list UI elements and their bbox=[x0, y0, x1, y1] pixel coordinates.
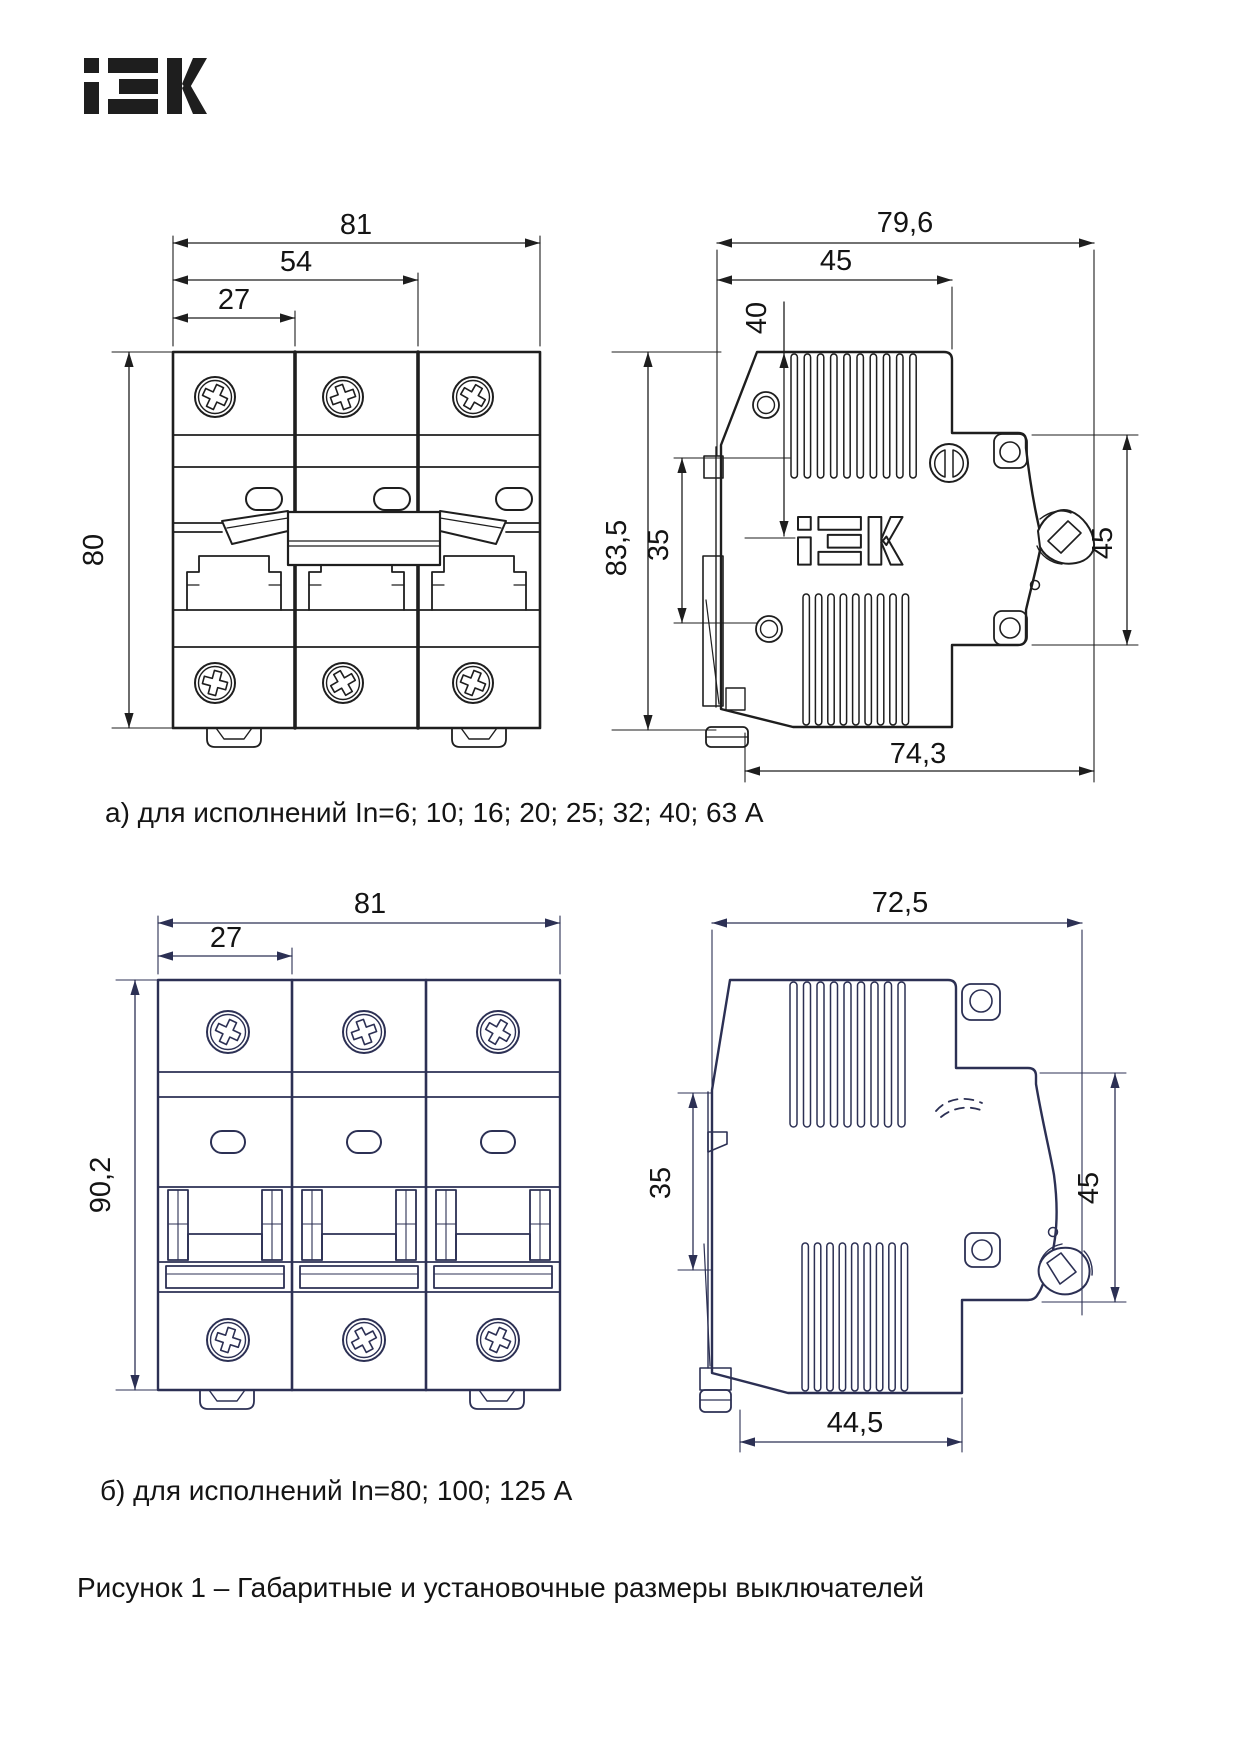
dim-a-body-depth: 74,3 bbox=[889, 738, 947, 770]
dim-a-total-width: 81 bbox=[339, 209, 373, 241]
dim-a-side-height: 83,5 bbox=[601, 519, 633, 577]
dim-a-front-height: 45 bbox=[1087, 526, 1119, 560]
dim-a-rail-drop: 40 bbox=[741, 301, 773, 335]
dim-a-rail-height: 35 bbox=[643, 528, 675, 562]
dim-b-pole-width: 27 bbox=[209, 922, 243, 954]
dim-b-total-width: 81 bbox=[353, 888, 387, 920]
dim-a-top-depth: 45 bbox=[819, 245, 853, 277]
dim-b-height: 90,2 bbox=[85, 1156, 117, 1214]
dim-a-pole-width: 27 bbox=[217, 284, 251, 316]
dim-a-two-pole-width: 54 bbox=[279, 246, 313, 278]
dim-a-height: 80 bbox=[78, 533, 110, 567]
dim-b-rail-height: 35 bbox=[645, 1166, 677, 1200]
figure-b-label: б) для исполнений In=80; 100; 125 А bbox=[100, 1475, 573, 1506]
dim-b-front-height: 45 bbox=[1073, 1171, 1105, 1205]
figure-b-side-view bbox=[700, 980, 1092, 1412]
dim-b-total-depth: 72,5 bbox=[871, 887, 929, 919]
dim-a-total-depth: 79,6 bbox=[876, 207, 934, 239]
figure-b-front-view bbox=[158, 980, 560, 1409]
figure-a-front-view bbox=[173, 352, 540, 747]
figure-caption: Рисунок 1 – Габаритные и установочные размеры выключателей bbox=[77, 1572, 924, 1603]
figure-a-label: а) для исполнений In=6; 10; 16; 20; 25; 32; 40; 63 А bbox=[105, 797, 764, 828]
figure-a-side-view bbox=[703, 352, 1094, 747]
iek-logo bbox=[84, 58, 207, 114]
dim-b-bottom-depth: 44,5 bbox=[826, 1407, 884, 1439]
